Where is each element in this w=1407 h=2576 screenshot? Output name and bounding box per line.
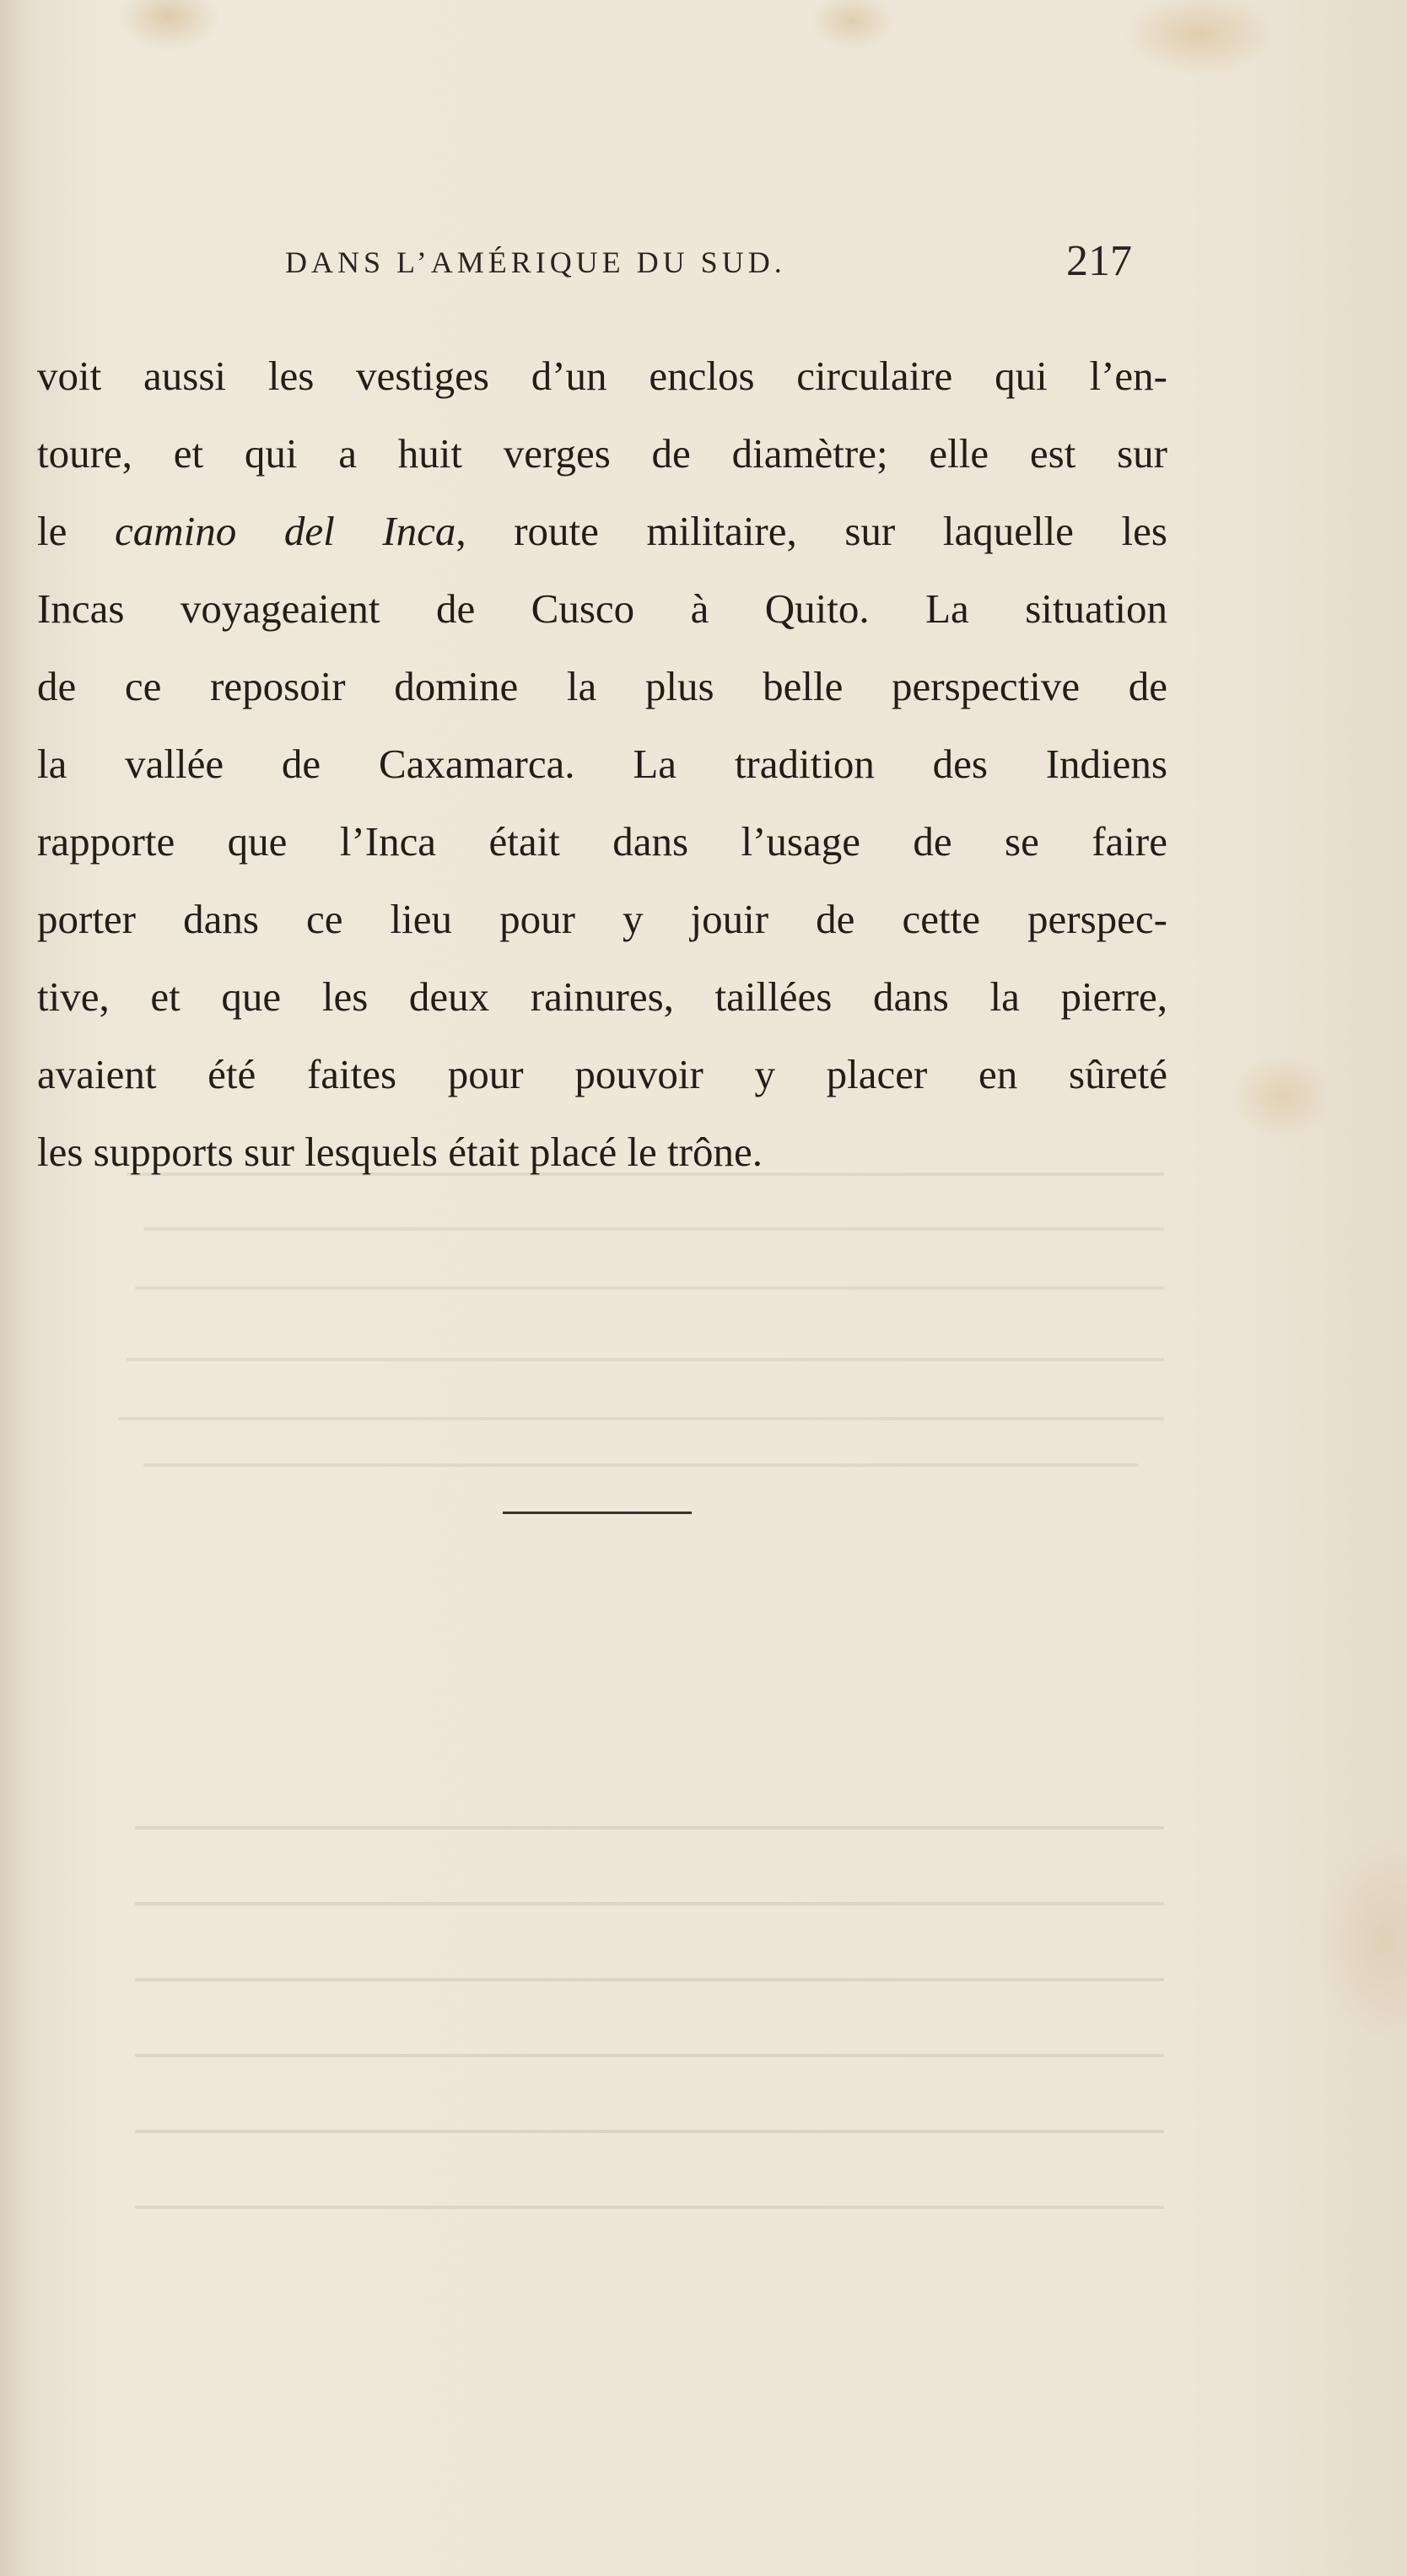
text-line: voit aussi les vestiges d’un enclos circulaire qui l’en- <box>37 353 1167 399</box>
text-line: rapporte que l’Inca était dans l’usage de se faire <box>37 818 1167 865</box>
running-head <box>0 237 1407 294</box>
page-number: 217 <box>1066 237 1132 285</box>
text-line: la vallée de Caxamarca. La tradition des Indiens <box>37 741 1167 787</box>
body-text <box>37 337 1167 1191</box>
text-line: de ce reposoir domine la plus belle perspective de <box>37 663 1167 709</box>
text-line: porter dans ce lieu pour y jouir de cette perspec- <box>37 896 1167 942</box>
text-fragment: , route militaire, sur laquelle les <box>456 508 1167 554</box>
text-line: toure, et qui a huit verges de diamètre; elle est sur <box>37 430 1167 477</box>
running-head-title: DANS L’AMÉRIQUE DU SUD. <box>285 245 786 279</box>
text-line: Incas voyageaient de Cusco à Quito. La situation <box>37 585 1167 632</box>
text-line: les supports sur lesquels était placé le trône. <box>37 1129 763 1175</box>
text-line <box>37 493 1167 570</box>
text-line: tive, et que les deux rainures, taillées dans la pierre, <box>37 973 1167 1020</box>
text-fragment: le <box>37 508 115 554</box>
italic-phrase: camino del Inca <box>114 508 456 554</box>
text-line: avaient été faites pour pouvoir y placer en sûreté <box>37 1051 1167 1097</box>
section-divider <box>503 1512 692 1514</box>
